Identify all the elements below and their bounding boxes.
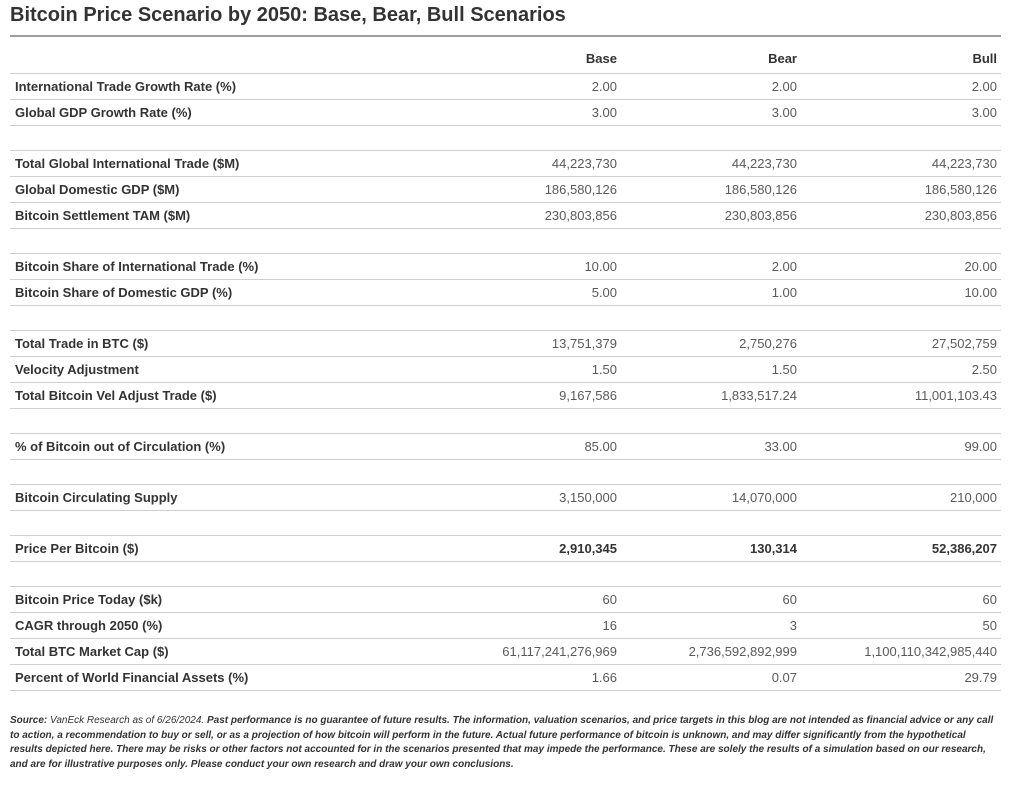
spacer-cell: [801, 229, 1001, 254]
spacer-cell: [621, 229, 801, 254]
bear-value: 1,833,517.24: [621, 383, 801, 409]
spacer-cell: [621, 562, 801, 587]
table-row: [10, 74, 1001, 100]
row-label: CAGR through 2050 (%): [10, 613, 430, 639]
spacer-cell: [10, 409, 430, 434]
base-value: 5.00: [430, 280, 621, 306]
bull-value: 52,386,207: [801, 536, 1001, 562]
table-row: [10, 254, 1001, 280]
base-value: 3.00: [430, 100, 621, 126]
row-label: Bitcoin Share of International Trade (%): [10, 254, 430, 280]
spacer-cell: [430, 126, 621, 151]
row-label: Global GDP Growth Rate (%): [10, 100, 430, 126]
bull-value: 186,580,126: [801, 177, 1001, 203]
bull-value: 60: [801, 587, 1001, 613]
bull-value: 10.00: [801, 280, 1001, 306]
table-row: [10, 100, 1001, 126]
row-label: Bitcoin Circulating Supply: [10, 485, 430, 511]
spacer-cell: [801, 409, 1001, 434]
scenario-table: [10, 44, 1001, 691]
spacer-cell: [801, 126, 1001, 151]
bull-value: 44,223,730: [801, 151, 1001, 177]
table-row: [10, 434, 1001, 460]
table-row: [10, 613, 1001, 639]
row-label: Percent of World Financial Assets (%): [10, 665, 430, 691]
spacer-cell: [801, 306, 1001, 331]
spacer-row: [10, 126, 1001, 151]
table-row: [10, 383, 1001, 409]
table-body: [10, 74, 1001, 691]
spacer-cell: [801, 562, 1001, 587]
bull-value: 29.79: [801, 665, 1001, 691]
bull-value: 27,502,759: [801, 331, 1001, 357]
base-value: 85.00: [430, 434, 621, 460]
spacer-row: [10, 511, 1001, 536]
bull-value: 3.00: [801, 100, 1001, 126]
bull-value: 50: [801, 613, 1001, 639]
row-label: Bitcoin Share of Domestic GDP (%): [10, 280, 430, 306]
row-label: Velocity Adjustment: [10, 357, 430, 383]
base-value: 44,223,730: [430, 151, 621, 177]
spacer-cell: [430, 306, 621, 331]
table-row: [10, 357, 1001, 383]
source-footnote: [10, 714, 1000, 772]
row-label: Global Domestic GDP ($M): [10, 177, 430, 203]
base-value: 16: [430, 613, 621, 639]
table-row: [10, 177, 1001, 203]
row-label: Total Global International Trade ($M): [10, 151, 430, 177]
bull-value: 99.00: [801, 434, 1001, 460]
base-value: 10.00: [430, 254, 621, 280]
spacer-cell: [621, 126, 801, 151]
bear-value: 186,580,126: [621, 177, 801, 203]
spacer-cell: [801, 511, 1001, 536]
bull-value: 2.00: [801, 74, 1001, 100]
spacer-cell: [430, 511, 621, 536]
row-label: Total Trade in BTC ($): [10, 331, 430, 357]
bear-value: 33.00: [621, 434, 801, 460]
table-row: [10, 331, 1001, 357]
spacer-cell: [621, 511, 801, 536]
base-value: 1.66: [430, 665, 621, 691]
bull-value: 11,001,103.43: [801, 383, 1001, 409]
table-row: [10, 203, 1001, 229]
base-value: 230,803,856: [430, 203, 621, 229]
column-header-label: [10, 44, 430, 74]
bear-value: 1.50: [621, 357, 801, 383]
row-label: Price Per Bitcoin ($): [10, 536, 430, 562]
bear-value: 3: [621, 613, 801, 639]
bear-value: 14,070,000: [621, 485, 801, 511]
row-label: Total BTC Market Cap ($): [10, 639, 430, 665]
bear-value: 2,736,592,892,999: [621, 639, 801, 665]
title-divider: [10, 35, 1001, 37]
base-value: 13,751,379: [430, 331, 621, 357]
bear-value: 1.00: [621, 280, 801, 306]
row-label: % of Bitcoin out of Circulation (%): [10, 434, 430, 460]
table-row: [10, 485, 1001, 511]
bull-value: 210,000: [801, 485, 1001, 511]
spacer-cell: [430, 409, 621, 434]
column-header-bull: Bull: [801, 44, 1001, 74]
spacer-row: [10, 409, 1001, 434]
base-value: 3,150,000: [430, 485, 621, 511]
source-label: Source:: [10, 715, 48, 726]
spacer-row: [10, 460, 1001, 485]
disclaimer-text: Past performance is no guarantee of future results. The information, valuation scenarios, and price targets in this blog are not intended as financial advice or any call to action, a recommendation to buy or sell, or as a projection of how bitcoin will perform in the future. Actual future performance of bitcoin is unknown, and may differ significantly from the hypothetical results depicted here. There may be risks or other factors not accounted for in the scenarios presented that may impede the performance. These are solely the results of a simulation based on our research, and are for illustrative purposes only. Please conduct your own research and draw your own conclusions.: [10, 715, 994, 770]
bear-value: 130,314: [621, 536, 801, 562]
table-row: [10, 536, 1001, 562]
spacer-cell: [10, 562, 430, 587]
spacer-cell: [621, 409, 801, 434]
bear-value: 2.00: [621, 254, 801, 280]
base-value: 2.00: [430, 74, 621, 100]
bear-value: 60: [621, 587, 801, 613]
spacer-cell: [621, 460, 801, 485]
column-header-bear: Bear: [621, 44, 801, 74]
base-value: 2,910,345: [430, 536, 621, 562]
spacer-cell: [10, 126, 430, 151]
spacer-cell: [430, 229, 621, 254]
bear-value: 44,223,730: [621, 151, 801, 177]
bear-value: 2,750,276: [621, 331, 801, 357]
base-value: 1.50: [430, 357, 621, 383]
spacer-row: [10, 229, 1001, 254]
base-value: 186,580,126: [430, 177, 621, 203]
table-row: [10, 639, 1001, 665]
bull-value: 230,803,856: [801, 203, 1001, 229]
bear-value: 0.07: [621, 665, 801, 691]
spacer-cell: [430, 460, 621, 485]
spacer-cell: [621, 306, 801, 331]
row-label: Bitcoin Settlement TAM ($M): [10, 203, 430, 229]
spacer-cell: [10, 460, 430, 485]
table-row: [10, 587, 1001, 613]
bear-value: 2.00: [621, 74, 801, 100]
bear-value: 3.00: [621, 100, 801, 126]
base-value: 9,167,586: [430, 383, 621, 409]
spacer-cell: [801, 460, 1001, 485]
base-value: 61,117,241,276,969: [430, 639, 621, 665]
spacer-row: [10, 562, 1001, 587]
spacer-row: [10, 306, 1001, 331]
bull-value: 20.00: [801, 254, 1001, 280]
spacer-cell: [10, 229, 430, 254]
table-header-row: [10, 44, 1001, 74]
bull-value: 2.50: [801, 357, 1001, 383]
table-row: [10, 151, 1001, 177]
row-label: Total Bitcoin Vel Adjust Trade ($): [10, 383, 430, 409]
row-label: Bitcoin Price Today ($k): [10, 587, 430, 613]
bull-value: 1,100,110,342,985,440: [801, 639, 1001, 665]
column-header-base: Base: [430, 44, 621, 74]
spacer-cell: [10, 306, 430, 331]
spacer-cell: [430, 562, 621, 587]
spacer-cell: [10, 511, 430, 536]
row-label: International Trade Growth Rate (%): [10, 74, 430, 100]
base-value: 60: [430, 587, 621, 613]
source-lead: VanEck Research as of 6/26/2024.: [50, 715, 205, 726]
bear-value: 230,803,856: [621, 203, 801, 229]
table-row: [10, 665, 1001, 691]
page-title: Bitcoin Price Scenario by 2050: Base, Bear, Bull Scenarios: [10, 4, 566, 26]
table-row: [10, 280, 1001, 306]
